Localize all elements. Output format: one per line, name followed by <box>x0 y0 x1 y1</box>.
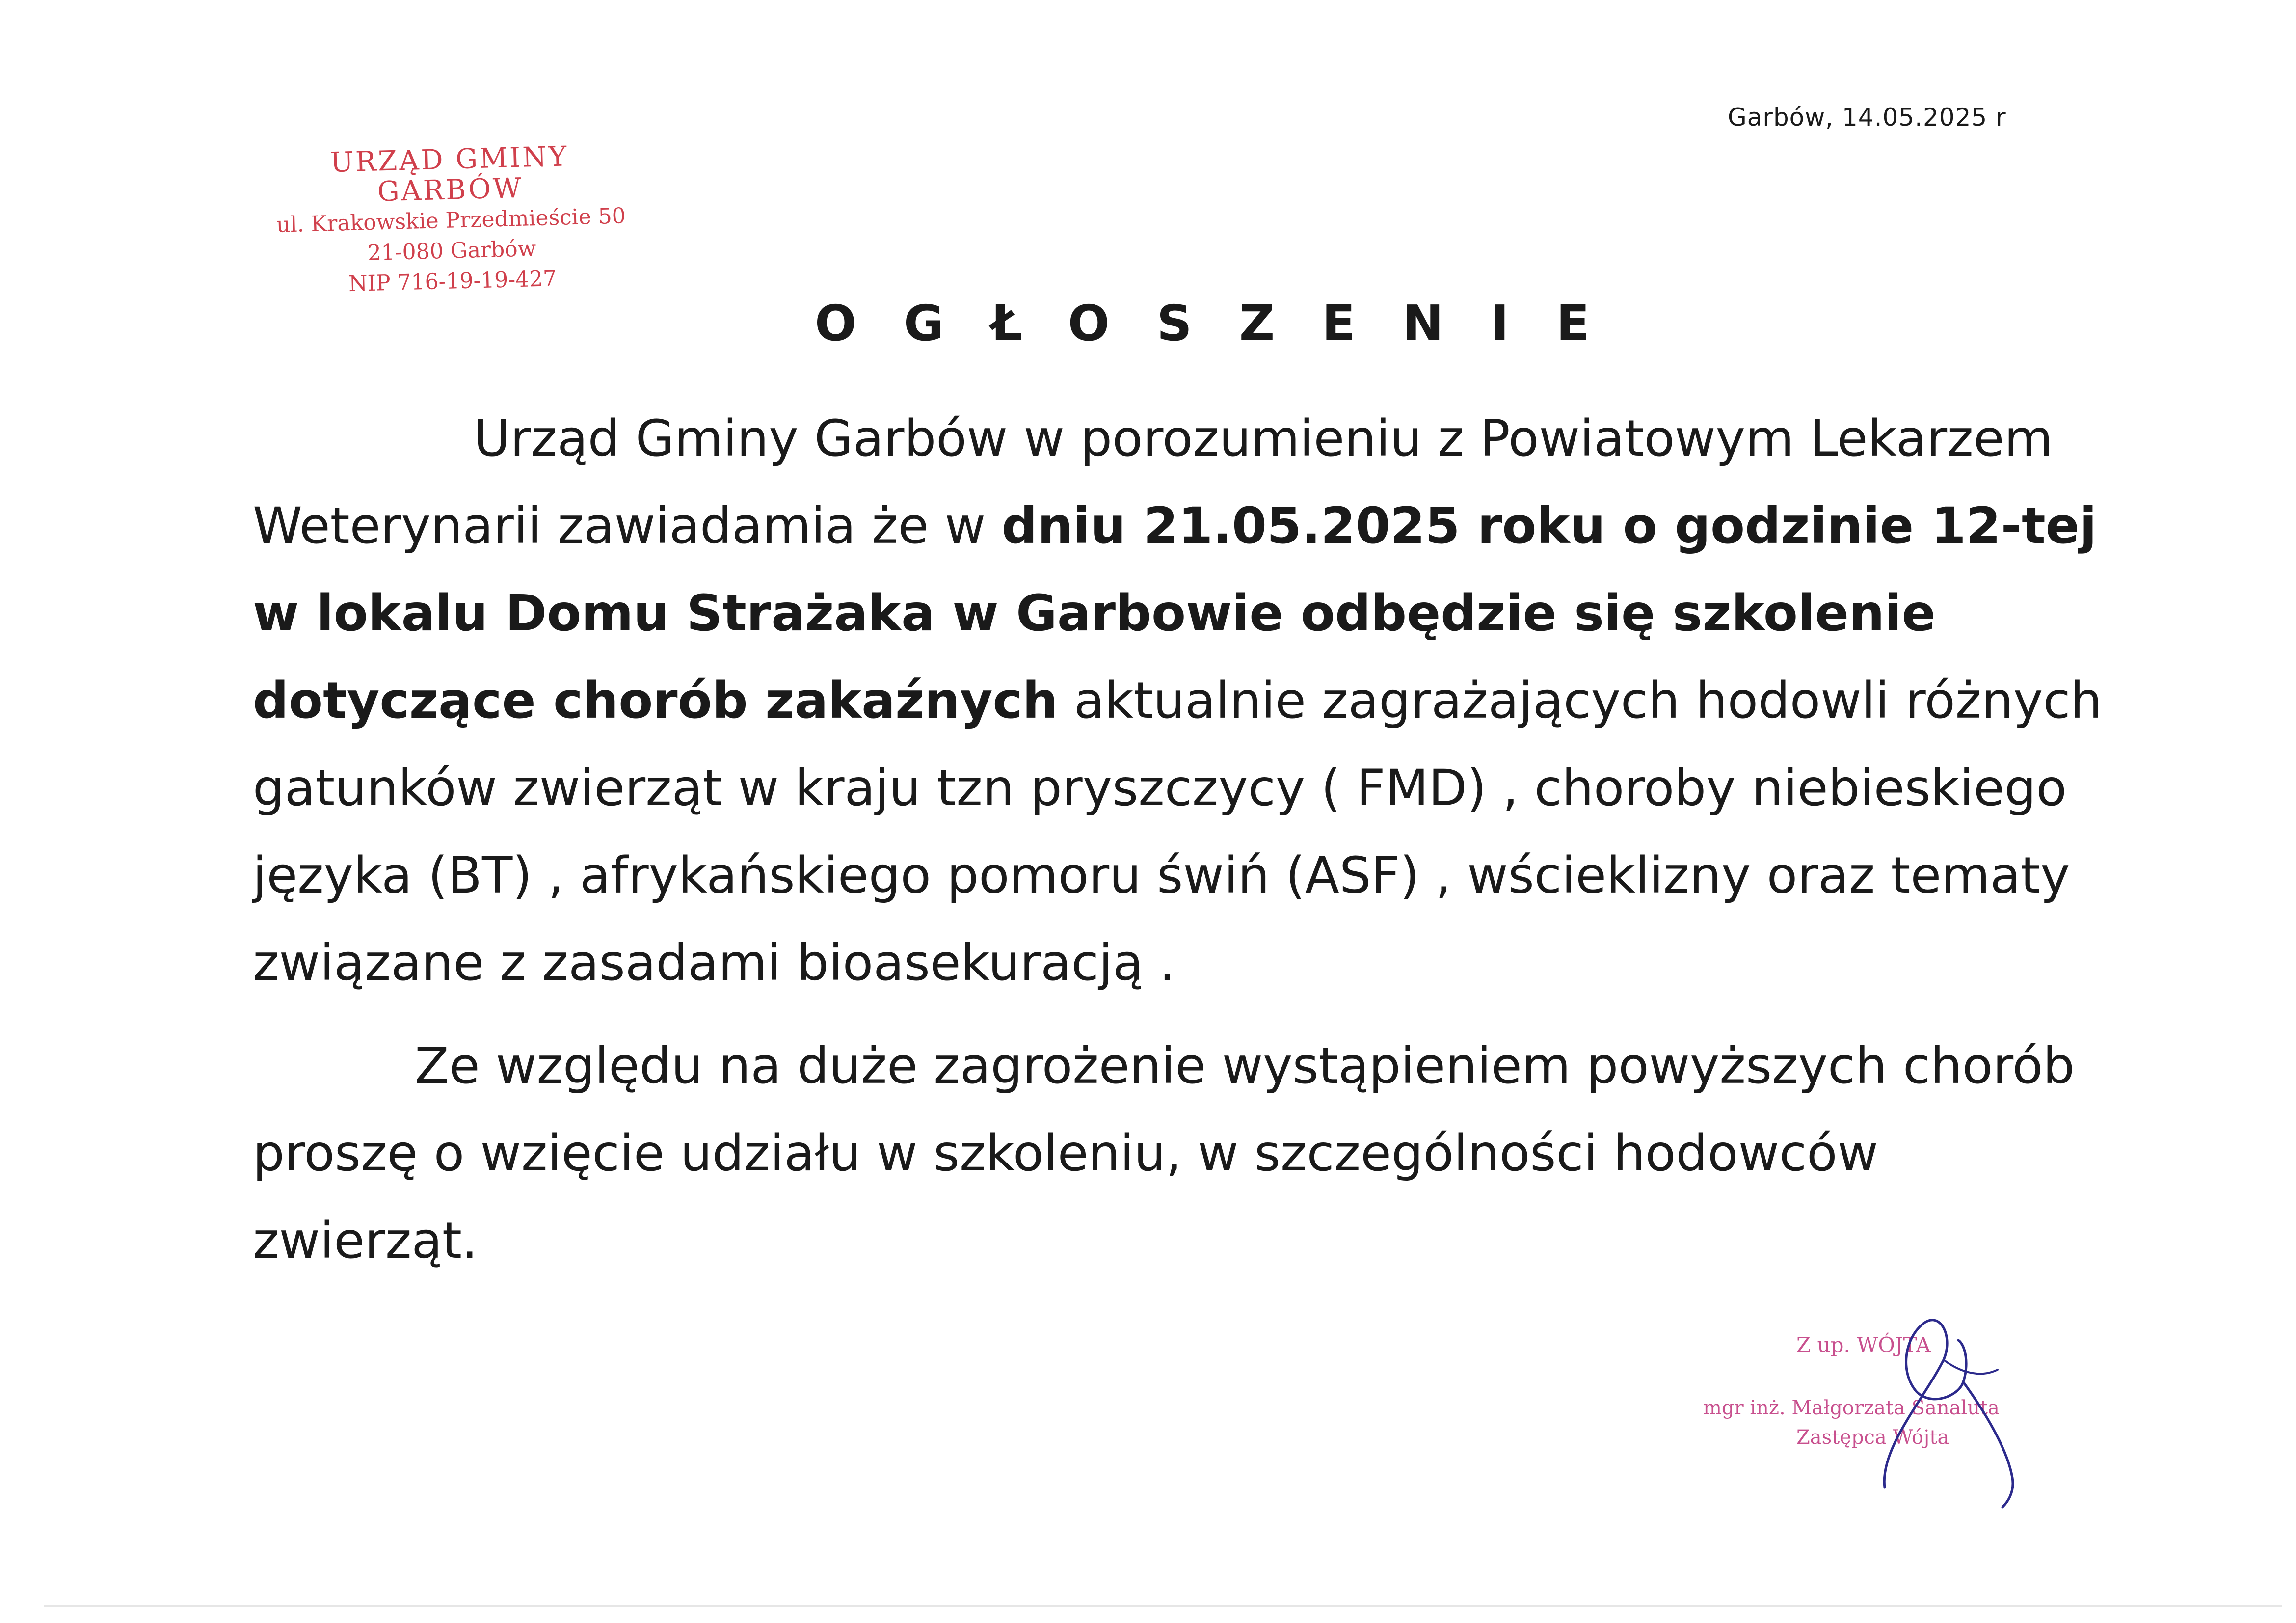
stamp-postal: 21-080 Garbów <box>367 236 536 266</box>
signature-stamp-line-1: Z up. WÓJTA <box>1796 1333 1931 1357</box>
paragraph-1-rest: aktualnie zagrażających hodowli różnych gatunków zwierząt w kraju tzn pryszczycy ( FMD) , choroby niebieskiego języka (BT) , afrykańskiego pomoru świń (ASF) , wścieklizny oraz tematy związane z zasadami bioasekuracją . <box>253 672 2103 992</box>
announcement-paragraph-2: Ze względu na duże zagrożenie wystąpieniem powyższych chorób proszę o wzięcie udziału w szkoleniu, w szczególności hodowców zwierząt. <box>253 1037 2075 1270</box>
scan-edge-divider <box>44 1605 2282 1607</box>
stamp-office-name: URZĄD GMINY GARBÓW <box>330 140 569 208</box>
paragraph-1-intro: Urząd Gminy Garbów w porozumieniu z Powiatowym Lekarzem Weterynarii zawiadamia że w <box>253 409 2053 555</box>
signature-stamp-line-2: mgr inż. Małgorzata Sanaluta <box>1703 1397 2000 1419</box>
signature-stroke-tail <box>1944 1360 1998 1374</box>
office-stamp <box>255 139 647 302</box>
document-date: Garbów, 14.05.2025 r <box>1728 103 2006 132</box>
page-title: OGŁOSZENIE <box>815 295 1637 352</box>
stamp-nip: NIP 716-19-19-427 <box>348 266 557 297</box>
paragraph-1-bold: dniu 21.05.2025 roku o godzinie 12-tej w lokalu Domu Strażaka w Garbowie odbędzie się szkolenie dotyczące chorób zakaźnych <box>253 497 2097 730</box>
announcement-body <box>253 395 2108 1285</box>
signature-stamp-line-3: Zastępca Wójta <box>1796 1426 1949 1449</box>
announcement-paragraph-1 <box>253 395 2108 1007</box>
handwritten-signature <box>1669 1286 2101 1532</box>
signature-block <box>1669 1286 2101 1532</box>
stamp-street: ul. Krakowskie Przedmieście 50 <box>276 203 626 238</box>
signature-stroke <box>1884 1320 2013 1507</box>
